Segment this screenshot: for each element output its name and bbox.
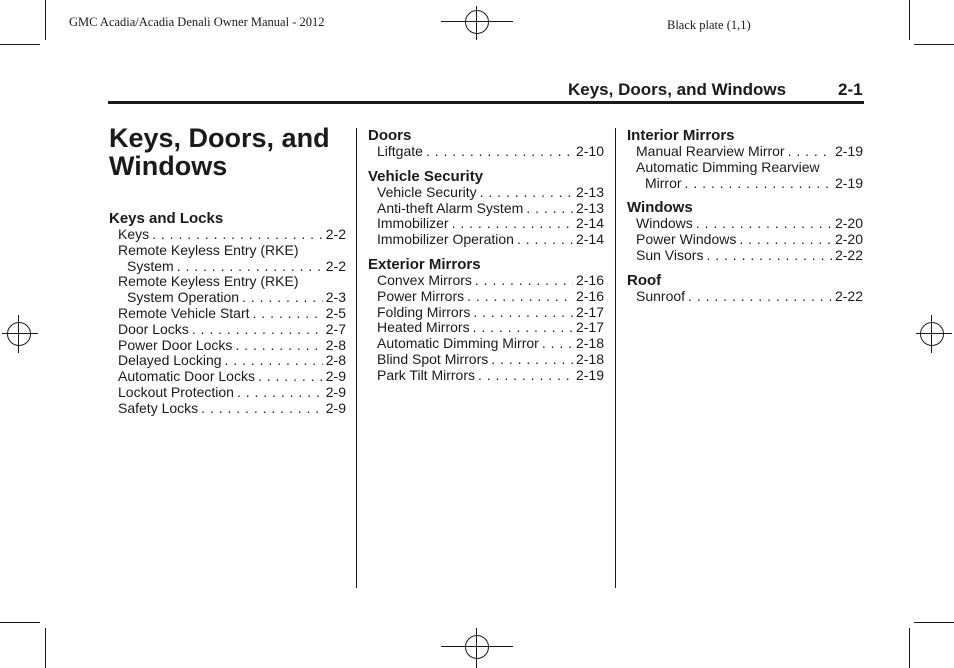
toc-entry-page: 2-2 [325, 257, 346, 274]
toc-entry-page: 2-20 [834, 215, 863, 232]
toc-entry[interactable] [109, 290, 346, 306]
dot-leader [242, 290, 323, 306]
toc-entry-page: 2-3 [325, 289, 346, 306]
toc-entry-label: Remote Vehicle Start [118, 304, 250, 321]
dot-leader [473, 320, 573, 336]
dot-leader [192, 322, 323, 338]
toc-section [627, 272, 863, 305]
toc-entry-page: 2-7 [325, 320, 346, 337]
crop-mark [0, 622, 40, 623]
toc-entry-page: 2-14 [575, 215, 604, 232]
toc-entry[interactable] [109, 259, 346, 275]
crop-mark [909, 0, 910, 40]
toc-section [368, 127, 604, 160]
page-number: 2-1 [838, 80, 863, 99]
toc-entry-page: 2-20 [834, 231, 863, 248]
toc-entry[interactable] [368, 185, 604, 201]
toc-entry[interactable] [109, 338, 346, 354]
toc-entry[interactable] [368, 232, 604, 248]
crop-mark [909, 628, 910, 668]
dot-leader [739, 232, 832, 248]
toc-entry[interactable] [109, 385, 346, 401]
dot-leader [696, 216, 832, 232]
toc-entry-label: Immobilizer Operation [377, 231, 514, 248]
toc-entry[interactable] [368, 368, 604, 384]
dot-leader [152, 227, 323, 243]
crop-mark [45, 628, 46, 668]
toc-entry-label: Park Tilt Mirrors [377, 366, 475, 383]
toc-entry[interactable] [627, 289, 863, 305]
toc-entry-page: 2-8 [325, 336, 346, 353]
toc-entry[interactable] [368, 216, 604, 232]
toc-entry-page: 2-16 [575, 271, 604, 288]
dot-leader [258, 369, 323, 385]
toc-entry[interactable] [627, 176, 863, 192]
manual-slug: GMC Acadia/Acadia Denali Owner Manual - 2012 [69, 15, 325, 29]
toc-entry-page: 2-9 [325, 399, 346, 416]
toc-entry-label: Blind Spot Mirrors [377, 350, 489, 367]
dot-leader [517, 232, 573, 248]
toc-section-title: Roof [627, 271, 662, 289]
toc-section-title: Keys and Locks [109, 210, 224, 227]
crop-mark [914, 44, 954, 45]
toc-entry-label: Power Mirrors [377, 287, 465, 304]
chapter-title: Keys, Doors, and Windows [109, 123, 330, 181]
toc-entry-label: Immobilizer [377, 215, 449, 232]
toc-column-2 [368, 127, 604, 384]
dot-leader [473, 305, 573, 321]
toc-entry[interactable] [627, 248, 863, 264]
plate-slug: Black plate (1,1) [667, 18, 751, 32]
dot-leader [237, 385, 323, 401]
toc-entry[interactable] [368, 201, 604, 217]
crop-mark [45, 0, 46, 40]
dot-leader [478, 368, 573, 384]
header-rule [108, 101, 864, 104]
toc-entry-label: Automatic Dimming Mirror [377, 335, 539, 352]
toc-entry-page: 2-17 [575, 303, 604, 320]
toc-entry-page: 2-18 [575, 350, 604, 367]
toc-section-title: Exterior Mirrors [368, 255, 481, 273]
toc-entry[interactable] [109, 401, 346, 417]
toc-entry[interactable] [627, 216, 863, 232]
dot-leader [235, 338, 322, 354]
toc-section [368, 256, 604, 384]
toc-entry-label: Folding Mirrors [377, 303, 471, 320]
toc-entry-label: Windows [636, 215, 693, 232]
toc-section-title: Windows [627, 199, 693, 217]
toc-entry-label: Sunroof [636, 287, 686, 304]
column-divider [615, 128, 616, 588]
toc-entry[interactable] [109, 227, 346, 243]
dot-leader [706, 248, 832, 264]
running-header-title: Keys, Doors, and Windows [568, 80, 787, 99]
dot-leader [526, 201, 573, 217]
toc-entry[interactable] [109, 306, 346, 322]
toc-entry-label: Remote Keyless Entry (RKE) [118, 273, 299, 290]
toc-entry-page: 2-18 [575, 335, 604, 352]
toc-section [368, 168, 604, 248]
toc-entry-page: 2-22 [834, 287, 863, 304]
toc-entry-label: Mirror [645, 174, 682, 191]
dot-leader [475, 273, 573, 289]
toc-entry[interactable] [368, 144, 604, 160]
toc-entry-label: Vehicle Security [377, 183, 477, 200]
toc-entry-label: Automatic Door Locks [118, 368, 255, 385]
toc-section [109, 210, 346, 417]
toc-entry-label: Sun Visors [636, 246, 704, 263]
toc-entry-page: 2-17 [575, 319, 604, 336]
dot-leader [467, 289, 573, 305]
column-divider [356, 128, 357, 588]
toc-entry[interactable] [368, 289, 604, 305]
toc-entry-label: Delayed Locking [118, 352, 222, 369]
toc-section-title: Doors [368, 127, 412, 144]
toc-entry-label: Anti-theft Alarm System [377, 199, 524, 216]
toc-section-title: Interior Mirrors [627, 127, 735, 144]
dot-leader [452, 216, 573, 232]
toc-section-title: Vehicle Security [368, 167, 484, 185]
toc-entry-label: System Operation [127, 289, 240, 306]
toc-entry-page: 2-19 [575, 366, 604, 383]
toc-entry-page: 2-10 [575, 143, 604, 159]
toc-entry[interactable] [109, 353, 346, 369]
toc-entry-page: 2-16 [575, 287, 604, 304]
toc-entry[interactable] [368, 273, 604, 289]
toc-entry-label: Remote Keyless Entry (RKE) [118, 241, 299, 258]
crop-mark [914, 622, 954, 623]
dot-leader [201, 401, 323, 417]
toc-entry-page: 2-13 [575, 183, 604, 200]
toc-entry[interactable] [368, 320, 604, 336]
toc-entry[interactable] [368, 305, 604, 321]
toc-entry[interactable] [109, 322, 346, 338]
toc-entry-label: Keys [118, 226, 150, 242]
toc-entry-label: Power Door Locks [118, 336, 233, 353]
toc-column-1 [109, 210, 346, 417]
dot-leader [177, 259, 323, 275]
toc-entry-page: 2-9 [325, 383, 346, 400]
dot-leader [480, 185, 573, 201]
toc-entry-label: Door Locks [118, 320, 189, 337]
toc-entry-label: Automatic Dimming Rearview [636, 158, 820, 175]
toc-entry[interactable] [627, 232, 863, 248]
dot-leader [685, 176, 832, 192]
toc-section [627, 199, 863, 263]
toc-entry-label: Heated Mirrors [377, 319, 470, 336]
toc-entry-label: Liftgate [377, 143, 423, 159]
toc-entry-label: System [127, 257, 174, 274]
toc-entry-label: Lockout Protection [118, 383, 234, 400]
toc-entry-label: Manual Rearview Mirror [636, 143, 785, 159]
toc-entry-page: 2-2 [325, 226, 346, 242]
dot-leader [253, 306, 323, 322]
toc-section [627, 127, 863, 191]
toc-entry-page: 2-14 [575, 231, 604, 248]
toc-entry-label: Power Windows [636, 231, 737, 248]
dot-leader [542, 336, 573, 352]
toc-entry-label: Safety Locks [118, 399, 199, 416]
dot-leader [491, 352, 573, 368]
toc-entry-label: Convex Mirrors [377, 271, 472, 288]
dot-leader [225, 353, 323, 369]
dot-leader [788, 144, 832, 160]
toc-entry-page: 2-5 [325, 304, 346, 321]
toc-column-3 [627, 127, 863, 305]
toc-entry[interactable] [368, 352, 604, 368]
toc-entry-page: 2-8 [325, 352, 346, 369]
toc-entry[interactable] [368, 336, 604, 352]
toc-entry-page: 2-22 [834, 246, 863, 263]
toc-entry-page: 2-9 [325, 368, 346, 385]
toc-entry[interactable] [109, 369, 346, 385]
dot-leader [426, 144, 573, 160]
toc-entry-page: 2-19 [834, 143, 863, 159]
toc-entry-page: 2-13 [575, 199, 604, 216]
toc-entry-page: 2-19 [834, 174, 863, 191]
toc-entry[interactable] [627, 144, 863, 160]
dot-leader [688, 289, 832, 305]
crop-mark [0, 44, 40, 45]
